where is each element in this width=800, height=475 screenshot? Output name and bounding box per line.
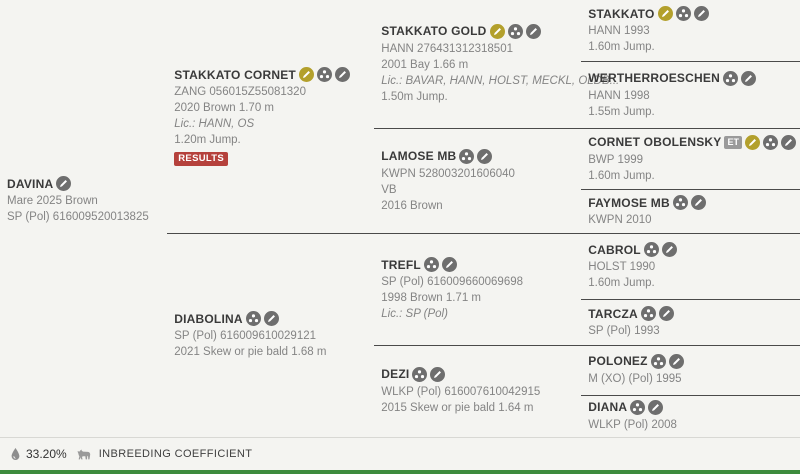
generation-4-cell	[581, 234, 800, 300]
blood-droplet-icon	[9, 447, 24, 462]
edit-icon-gold[interactable]	[299, 67, 314, 82]
generation-3-cell	[374, 129, 581, 233]
horse-name-wertherroeschen[interactable]: WERTHERROESCHEN	[588, 71, 720, 86]
pedigree-cell-wertherroeschen	[581, 71, 800, 120]
horse-name-stakkato[interactable]: STAKKATO	[588, 6, 655, 21]
horse-name-tarcza[interactable]: TARCZA	[588, 306, 638, 321]
et-badge: ET	[724, 136, 742, 149]
pedigree-icon[interactable]	[246, 311, 261, 326]
horse-name-cabrol[interactable]: CABROL	[588, 242, 641, 257]
horse-name-stakkato-gold[interactable]: STAKKATO GOLD	[381, 24, 487, 39]
horse-name-faymose-mb[interactable]: FAYMOSE MB	[588, 195, 670, 210]
jump-level: 1.60m Jump.	[588, 41, 655, 54]
edit-icon[interactable]	[477, 149, 492, 164]
pedigree-icon[interactable]	[673, 195, 688, 210]
horse-details: HOLST 1990	[588, 261, 656, 274]
generation-4-cell	[581, 0, 800, 62]
pedigree-cell-cabrol	[581, 242, 800, 291]
pedigree-cell-trefl	[374, 257, 581, 322]
generation-2-dam	[167, 234, 374, 437]
pedigree-cell-diana	[581, 400, 800, 433]
pedigree-icon[interactable]	[630, 400, 645, 415]
pedigree-cell-dezi	[374, 367, 581, 416]
horse-name-dezi[interactable]: DEZI	[381, 367, 410, 382]
generation-4-cell	[581, 129, 800, 190]
registry-id: SP (Pol) 616009660069698	[381, 276, 524, 289]
pedigree-cell-lamose-mb	[374, 149, 581, 214]
horse-name-trefl[interactable]: TREFL	[381, 257, 421, 272]
edit-icon-gold[interactable]	[490, 24, 505, 39]
inbreeding-footer	[0, 437, 800, 470]
registry-id: HANN 276431312318501	[381, 42, 513, 55]
generation-4-cell	[581, 396, 800, 437]
jump-level: 1.20m Jump.	[174, 134, 241, 147]
registry-id: ZANG 056015Z55081320	[174, 86, 306, 99]
pedigree-icon[interactable]	[644, 242, 659, 257]
edit-icon[interactable]	[691, 195, 706, 210]
pedigree-icon[interactable]	[317, 67, 332, 82]
edit-icon[interactable]	[442, 257, 457, 272]
horse-details: 1998 Brown 1.71 m	[381, 292, 481, 305]
generation-4-cell	[581, 62, 800, 128]
horse-details: 2016 Brown	[381, 199, 443, 212]
sire-dam-branch	[374, 129, 800, 233]
horse-details: WLKP (Pol) 2008	[588, 418, 677, 431]
pedigree-icon[interactable]	[424, 257, 439, 272]
pedigree-icon[interactable]	[763, 135, 778, 150]
generation-4-cell	[581, 346, 800, 396]
dam-dam-branch	[374, 346, 800, 437]
edit-icon[interactable]	[659, 306, 674, 321]
generation-4-cell	[581, 300, 800, 344]
edit-icon[interactable]	[430, 367, 445, 382]
pedigree-icon[interactable]	[641, 306, 656, 321]
jump-level: 1.55m Jump.	[588, 105, 655, 118]
pedigree-cell-davina	[0, 176, 167, 225]
edit-icon[interactable]	[669, 354, 684, 369]
registry-id: SP (Pol) 616009610029121	[174, 330, 317, 343]
horse-details: KWPN 2010	[588, 214, 652, 227]
horse-details: 2020 Brown 1.70 m	[174, 102, 274, 115]
pedigree-cell-polonez	[581, 354, 800, 387]
horse-icon	[77, 447, 92, 462]
pedigree-icon[interactable]	[676, 6, 691, 21]
generation-1-column	[0, 0, 167, 437]
horse-name-stakkato-cornet[interactable]: STAKKATO CORNET	[174, 67, 296, 82]
horse-details: 2015 Skew or pie bald 1.64 m	[381, 401, 534, 414]
horse-name-cornet-obolensky[interactable]: CORNET OBOLENSKY	[588, 135, 722, 150]
registry-id: SP (Pol) 616009520013825	[7, 211, 149, 223]
dam-sire-branch	[374, 234, 800, 345]
horse-name-diabolina[interactable]: DIABOLINA	[174, 311, 243, 326]
edit-icon[interactable]	[648, 400, 663, 415]
edit-icon[interactable]	[662, 242, 677, 257]
inbreeding-coefficient-label: INBREEDING COEFFICIENT	[98, 448, 253, 460]
registry-id: WLKP (Pol) 616007610042915	[381, 385, 541, 398]
results-badge[interactable]: RESULTS	[174, 152, 228, 166]
horse-details: Mare 2025 Brown	[7, 195, 98, 207]
horse-name-polonez[interactable]: POLONEZ	[588, 354, 648, 369]
generation-4-cell	[581, 190, 800, 233]
jump-level: 1.60m Jump.	[588, 277, 655, 290]
horse-details: HANN 1993	[588, 25, 650, 38]
horse-name-davina[interactable]: DAVINA	[7, 176, 54, 191]
horse-details: HANN 1998	[588, 89, 650, 102]
pedigree-cell-cornet-obolensky	[581, 135, 800, 184]
edit-icon-gold[interactable]	[745, 135, 760, 150]
generation-2-sire	[167, 0, 374, 233]
license-info: Lic.: BAVAR, HANN, HOLST, MECKL, OLDB...	[381, 74, 620, 87]
pedigree-cell-diabolina	[167, 311, 374, 360]
registry-id: KWPN 528003201606040	[381, 167, 515, 180]
license-info: Lic.: SP (Pol)	[381, 308, 448, 321]
edit-icon[interactable]	[694, 6, 709, 21]
pedigree-cell-faymose-mb	[581, 195, 800, 228]
edit-icon[interactable]	[264, 311, 279, 326]
edit-icon-gold[interactable]	[658, 6, 673, 21]
studbook-status: VB	[381, 183, 397, 196]
footer-green-bar	[0, 470, 800, 474]
horse-details: BWP 1999	[588, 153, 644, 166]
sire-branch	[167, 0, 800, 234]
jump-level: 1.50m Jump.	[381, 90, 448, 103]
pedigree-icon[interactable]	[412, 367, 427, 382]
edit-icon[interactable]	[741, 71, 756, 86]
pedigree-cell-stakkato-cornet	[167, 67, 374, 166]
edit-icon[interactable]	[781, 135, 796, 150]
pedigree-icon[interactable]	[723, 71, 738, 86]
edit-icon[interactable]	[526, 24, 541, 39]
sire-sire-branch	[374, 0, 800, 129]
horse-name-lamose-mb[interactable]: LAMOSE MB	[381, 149, 457, 164]
dam-branch	[167, 234, 800, 437]
pedigree-cell-stakkato	[581, 6, 800, 55]
pedigree-icon[interactable]	[508, 24, 523, 39]
generation-3-cell	[374, 234, 581, 344]
horse-details: SP (Pol) 1993	[588, 325, 660, 338]
horse-details: 2001 Bay 1.66 m	[381, 58, 469, 71]
inbreeding-coefficient-value: 33.20%	[26, 447, 67, 461]
generation-3-cell	[374, 346, 581, 437]
license-info: Lic.: HANN, OS	[174, 118, 255, 131]
edit-icon[interactable]	[56, 176, 71, 191]
pedigree-icon[interactable]	[459, 149, 474, 164]
jump-level: 1.60m Jump.	[588, 169, 655, 182]
pedigree-icon[interactable]	[651, 354, 666, 369]
horse-details: M (XO) (Pol) 1995	[588, 372, 682, 385]
horse-details: 2021 Skew or pie bald 1.68 m	[174, 346, 327, 359]
horse-name-diana[interactable]: DIANA	[588, 400, 628, 415]
pedigree-cell-tarcza	[581, 306, 800, 339]
edit-icon[interactable]	[335, 67, 350, 82]
